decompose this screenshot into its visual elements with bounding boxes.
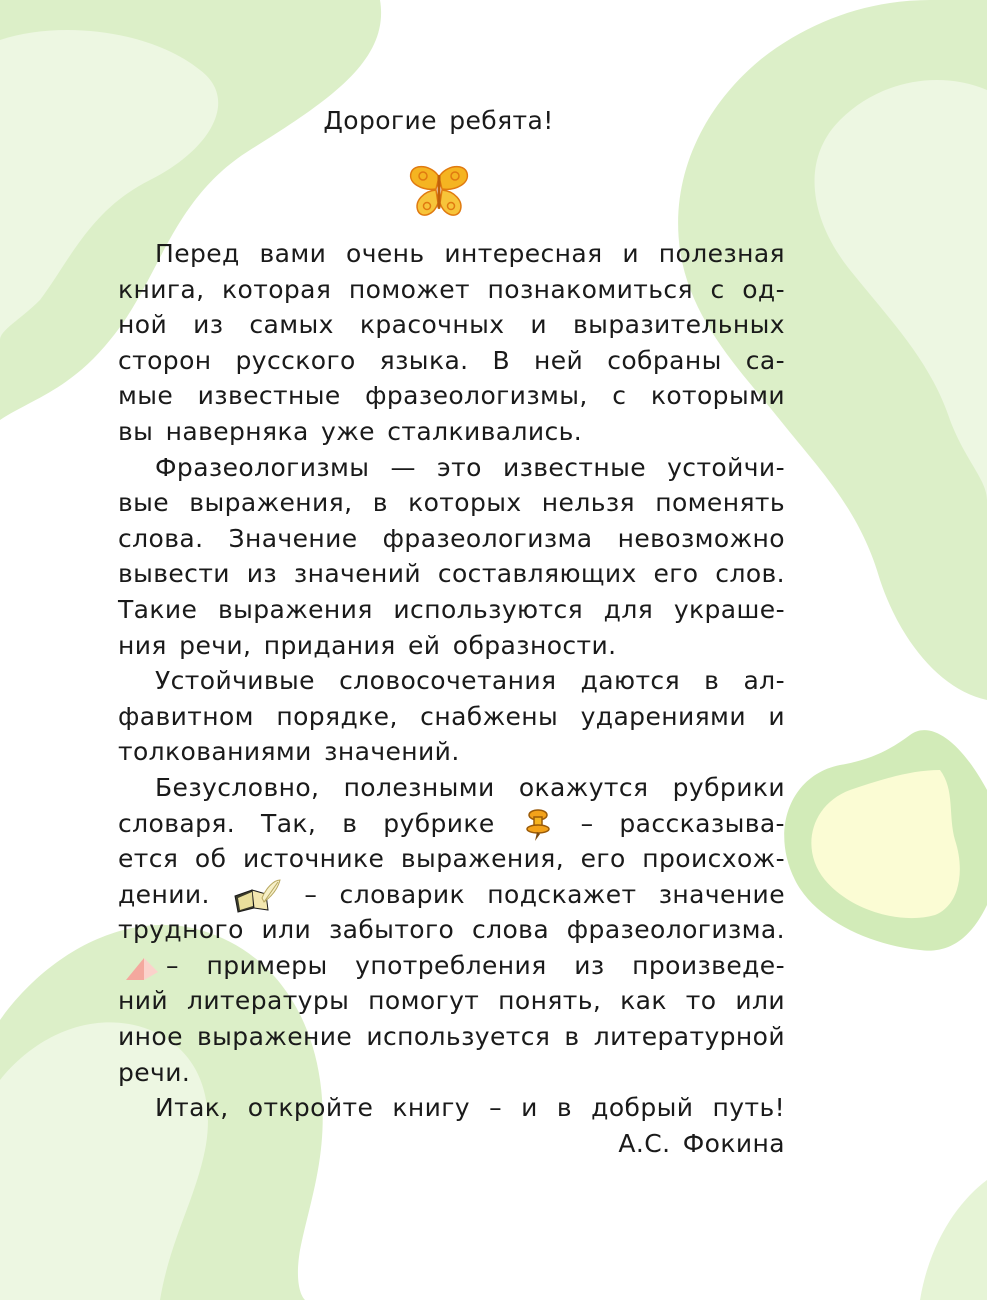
text-line: Итак, откройте книгу – и в добрый путь!	[155, 1093, 785, 1123]
text-fragment: – словарик подскажет значение	[304, 879, 785, 909]
bottom-right-blob	[920, 1180, 987, 1300]
pushpin-icon	[521, 808, 555, 842]
text-line-with-icon	[118, 948, 785, 984]
folded-corner-icon	[122, 952, 162, 982]
text-line: вы наверняка уже сталкивались.	[118, 416, 583, 446]
text-line: вые выражения, в которых нельзя поменять	[118, 488, 785, 518]
text-line: ния речи, придания ей образности.	[118, 630, 617, 660]
text-line: слова. Значение фразеологизма невозможно	[118, 523, 785, 553]
text-fragment: дении.	[118, 879, 210, 909]
text-line: иное выражение используется в литературной	[118, 1022, 785, 1052]
text-line: трудного или забытого слова фразеологизма.	[118, 915, 785, 945]
text-line: ной из самых красочных и выразительных	[118, 310, 785, 340]
page-heading: Дорогие ребята!	[323, 106, 554, 135]
text-fragment: – рассказыва-	[580, 808, 785, 838]
butterfly-icon	[408, 163, 470, 221]
text-line: толкованиями значений.	[118, 737, 460, 767]
text-line: сторон русского языка. В ней собраны са-	[118, 345, 785, 375]
text-line: вывести из значений составляющих его слов.	[118, 559, 785, 589]
text-line-with-icon	[118, 877, 785, 913]
text-line: речи.	[118, 1057, 191, 1087]
author-signature: А.С. Фокина	[618, 1128, 785, 1158]
text-line: ний литературы помогут понять, как то или	[118, 986, 785, 1016]
text-line: ется об источнике выражения, его происхож-	[118, 844, 785, 874]
book-quill-icon	[232, 878, 282, 914]
text-line: Безусловно, полезными окажутся рубрики	[155, 772, 785, 802]
text-line: Такие выражения используются для украше-	[118, 594, 785, 624]
text-line: мые известные фразеологизмы, с которыми	[118, 381, 785, 411]
text-line: Устойчивые словосочетания даются в ал-	[155, 666, 785, 696]
text-line: фавитном порядке, снабжены ударениями и	[118, 701, 785, 731]
text-line-with-icon	[118, 806, 785, 842]
text-fragment: – примеры употребления из произведе-	[166, 950, 785, 980]
text-fragment: словаря. Так, в рубрике	[118, 808, 495, 838]
text-line: Перед вами очень интересная и полезная	[155, 239, 785, 268]
body-text	[118, 236, 785, 1161]
text-line: Фразеологизмы — это известные устойчи-	[155, 452, 785, 482]
text-line: книга, которая поможет познакомиться с од-	[118, 274, 785, 304]
